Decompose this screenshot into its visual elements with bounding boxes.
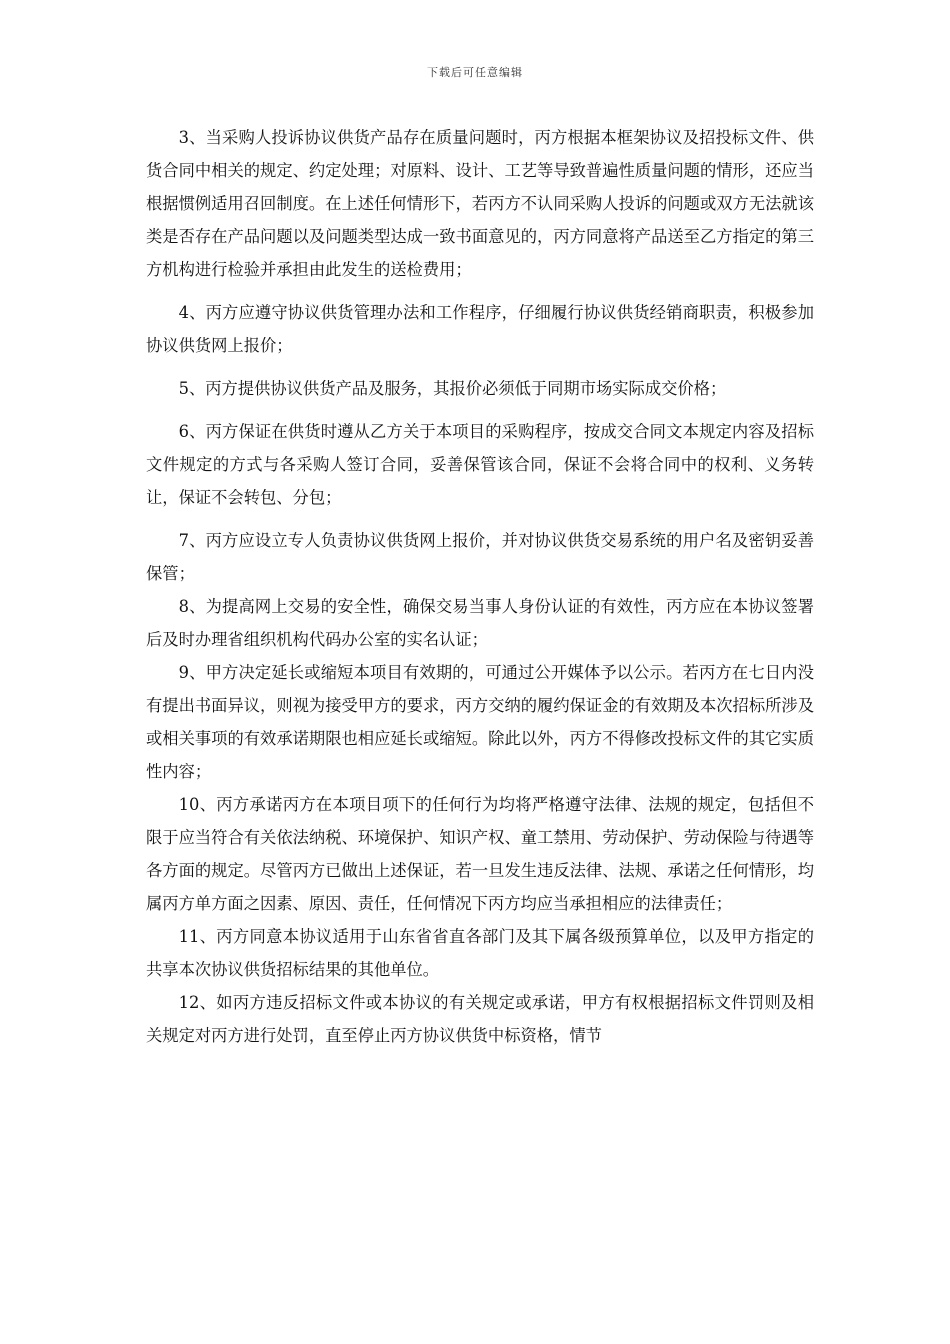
clause-5: 5、丙方提供协议供货产品及服务，其报价必须低于同期市场实际成交价格； [178,379,727,398]
clause-8: 8、为提高网上交易的安全性，确保交易当事人身份认证的有效性，丙方应在本协议签署后及时办理省组织机构代码办公室的实名认证； [146,597,814,649]
clause-10: 10、丙方承诺丙方在本项目项下的任何行为均将严格遵守法律、法规的规定，包括但不限于应当符合有关依法纳税、环境保护、知识产权、童工禁用、劳动保护、劳动保险与待遇等各方面的规定。尽管丙方已做出上述保证，若一旦发生违反法律、法规、承诺之任何情形，均属丙方单方面之因素、原因、责任，任何情况下丙方均应当承担相应的法律责任； [146,795,814,913]
clause-9: 9、甲方决定延长或缩短本项目有效期的，可通过公开媒体予以公示。若丙方在七日内没有提出书面异议，则视为接受甲方的要求，丙方交纳的履约保证金的有效期及本次招标所涉及或相关事项的有效承诺期限也相应延长或缩短。除此以外，丙方不得修改投标文件的其它实质性内容； [146,663,814,781]
clause-12: 12、如丙方违反招标文件或本协议的有关规定或承诺，甲方有权根据招标文件罚则及相关规定对丙方进行处罚，直至停止丙方协议供货中标资格，情节 [146,993,814,1045]
header-note: 下载后可任意编辑 [427,66,523,79]
clause-6: 6、丙方保证在供货时遵从乙方关于本项目的采购程序，按成交合同文本规定内容及招标文件规定的方式与各采购人签订合同，妥善保管该合同，保证不会将合同中的权利、义务转让，保证不会转包、分包； [146,422,814,507]
clause-4: 4、丙方应遵守协议供货管理办法和工作程序，仔细履行协议供货经销商职责，积极参加协议供货网上报价； [146,303,814,355]
clause-11: 11、丙方同意本协议适用于山东省省直各部门及其下属各级预算单位，以及甲方指定的共享本次协议供货招标结果的其他单位。 [146,927,814,979]
clause-7: 7、丙方应设立专人负责协议供货网上报价，并对协议供货交易系统的用户名及密钥妥善保管； [146,531,814,583]
clause-3: 3、当采购人投诉协议供货产品存在质量问题时，丙方根据本框架协议及招投标文件、供货合同中相关的规定、约定处理；对原料、设计、工艺等导致普遍性质量问题的情形，还应当根据惯例适用召回制度。在上述任何情形下，若丙方不认同采购人投诉的问题或双方无法就该类是否存在产品问题以及问题类型达成一致书面意见的，丙方同意将产品送至乙方指定的第三方机构进行检验并承担由此发生的送检费用； [146,128,814,279]
document-body [146,121,814,1052]
